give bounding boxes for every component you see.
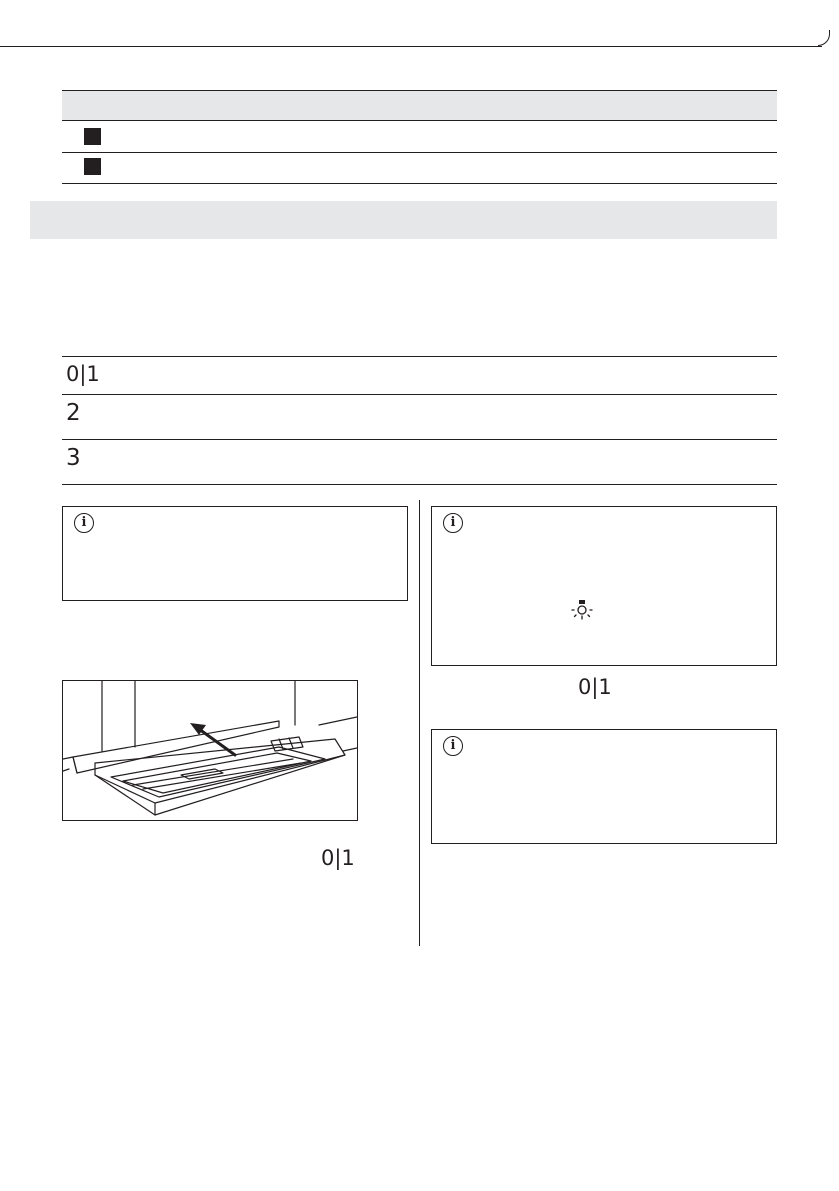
top-table-header	[62, 90, 777, 121]
hood-figure	[62, 680, 358, 821]
controls-table-divider-2	[62, 439, 777, 440]
column-divider	[419, 500, 420, 946]
info-icon: i	[443, 513, 463, 533]
square-marker-1	[84, 128, 101, 145]
onoff-symbol: 0|1	[66, 362, 100, 386]
square-marker-2	[84, 158, 101, 175]
top-table-bottom-border	[62, 183, 777, 184]
controls-table-bottom	[62, 484, 777, 485]
info-icon: i	[443, 736, 463, 756]
info-box-right-2	[431, 729, 777, 844]
onoff-symbol: 0|1	[578, 675, 612, 699]
onoff-symbol: 0|1	[321, 846, 355, 870]
info-box-left	[62, 506, 408, 601]
info-box-right-1	[431, 506, 777, 666]
light-bulb-icon	[571, 599, 593, 621]
section-heading-band	[30, 201, 777, 239]
controls-table-divider-1	[62, 394, 777, 395]
cut-line-hook	[818, 30, 830, 46]
info-icon: i	[74, 513, 94, 533]
speed-2-symbol: 2	[66, 400, 81, 426]
speed-3-symbol: 3	[66, 445, 81, 471]
cut-line	[0, 46, 822, 47]
hood-illustration	[63, 681, 357, 820]
controls-table-top	[62, 356, 777, 357]
top-table-row-divider	[62, 152, 777, 153]
